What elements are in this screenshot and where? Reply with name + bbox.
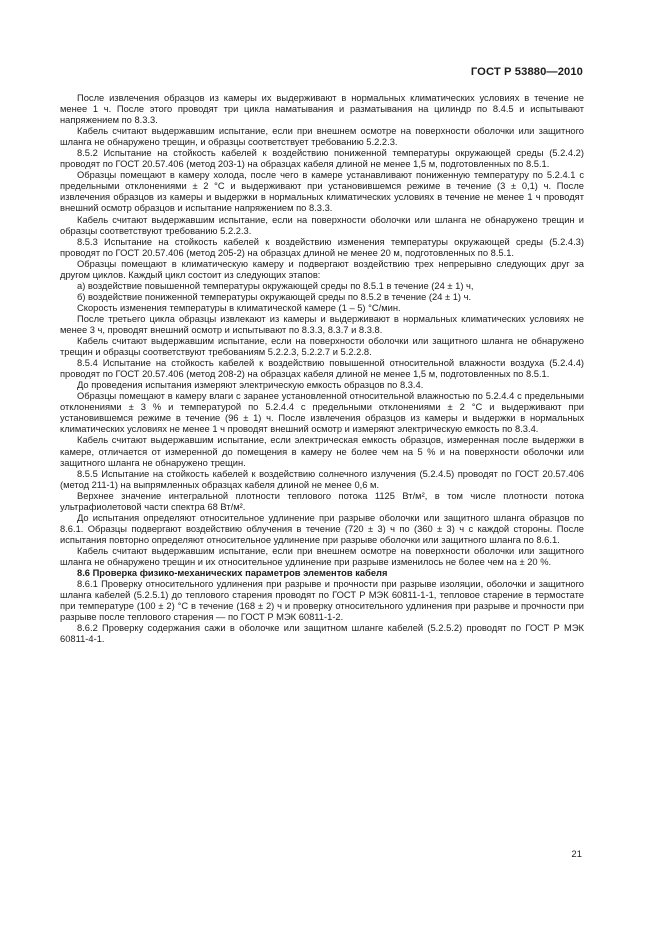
paragraph: Образцы помещают в камеру влаги с заранее установленной относительной влажностью по 5.2.4.4 с предельными отклонениями ± 3 % и температурой по 5.2.4.4 с предельными отклонениями ± 2 °С и выдерживают при установившемся режиме в течение (96 ± 1) ч. После извлечения образцов из камеры и выдержки в нормальных климатических условиях не менее 1 ч проводят внешний осмотр и измеряют электрическую емкость по 8.3.4.	[60, 391, 584, 435]
paragraph: После извлечения образцов из камеры их выдерживают в нормальных климатических условиях в течение не менее 1 ч. После этого проводят три цикла наматывания и разматывания на цилиндр по 8.4.5 и испытывают напряжением по 8.3.3.	[60, 93, 584, 126]
paragraph: 8.5.5 Испытание на стойкость кабелей к воздействию солнечного излучения (5.2.4.5) проводят по ГОСТ 20.57.406 (метод 211-1) на выпрямленных образцах кабеля длиной не менее 0,6 м.	[60, 468, 584, 490]
paragraph: 8.6.2 Проверку содержания сажи в оболочке или защитном шланге кабелей (5.2.5.2) проводят по ГОСТ Р МЭК 60811-4-1.	[60, 623, 584, 645]
document-header: ГОСТ Р 53880—2010	[470, 66, 583, 78]
paragraph: Верхнее значение интегральной плотности теплового потока 1125 Вт/м², в том числе плотности потока ультрафиолетовой части спектра 68 Вт/м².	[60, 490, 584, 512]
paragraph: 8.6.1 Проверку относительного удлинения при разрыве и прочности при разрыве изоляции, оболочки и защитного шланга кабелей (5.2.5.1) до теплового старения проводят по ГОСТ Р МЭК 60811-1-1, тепловое старение в термостате при температуре (100 ± 2) °С в течение (168 ± 2) ч и проверку относительного удлинения при разрыве и прочности при разрыве после теплового старения — по ГОСТ Р МЭК 60811-1-2.	[60, 579, 584, 623]
paragraph: До испытания определяют относительное удлинение при разрыве оболочки или защитного шланга образцов по 8.6.1. Образцы подвергают воздействию облучения в течение (720 ± 3) ч по (360 ± 3) ч с каждой стороны. После испытания повторно определяют относительное удлинение при разрыве оболочки или защитного шланга по 8.6.1.	[60, 512, 584, 545]
paragraph: Кабель считают выдержавшим испытание, если электрическая емкость образцов, измеренная после выдержки в камере, отличается от измеренной до помещения в камеру не более чем на 5 % и на поверхности оболочки или защитного шланга не обнаружено трещин.	[60, 435, 584, 468]
document-body	[60, 93, 584, 645]
section-heading: 8.6 Проверка физико-механических параметров элементов кабеля	[77, 568, 388, 579]
paragraph: Кабель считают выдержавшим испытание, если при внешнем осмотре на поверхности оболочки или защитного шланга не обнаружено трещин и их относительное удлинение при разрыве изменилось не более чем на ± 20 %.	[60, 545, 584, 567]
paragraph: Кабель считают выдержавшим испытание, если на поверхности оболочки или защитного шланга не обнаружено трещин и образцы соответствуют требованиям 5.2.2.3, 5.2.2.7 и 5.2.2.8.	[60, 336, 584, 358]
page-number: 21	[571, 849, 582, 860]
list-item: а) воздействие повышенной температуры окружающей среды по 8.5.1 в течение (24 ± 1) ч,	[77, 280, 474, 291]
paragraph: Образцы помещают в камеру холода, после чего в камере устанавливают пониженную температуру по 5.2.4.1 с предельными отклонениями ± 2 °С и выдерживают при установившемся режиме в течение (3 ± 0,1) ч. После извлечения образцов из камеры и выдержки в нормальных климатических условиях в течение не менее 1 ч проводят внешний осмотр образцов и испытание напряжением по 8.3.3.	[60, 170, 584, 214]
paragraph: 8.5.4 Испытание на стойкость кабелей к воздействию повышенной относительной влажности воздуха (5.2.4.4) проводят по ГОСТ 20.57.406 (метод 208-2) на образцах кабеля длиной не менее 1,5 м, подготовленных по 8.5.1.	[60, 358, 584, 380]
paragraph: Скорость изменения температуры в климатической камере (1 – 5) °С/мин.	[77, 302, 401, 313]
paragraph: 8.5.3 Испытание на стойкость кабелей к воздействию изменения температуры окружающей среды (5.2.4.3) проводят по ГОСТ 20.57.406 (метод 205-2) на образцах длиной не менее 20 м, подготовленных по 8.5.1.	[60, 236, 584, 258]
paragraph: Кабель считают выдержавшим испытание, если на поверхности оболочки или шланга не обнаружено трещин и образцы соответствуют требованию 5.2.2.3.	[60, 214, 584, 236]
paragraph: Кабель считают выдержавшим испытание, если при внешнем осмотре на поверхности оболочки или защитного шланга не обнаружено трещин, и образцы соответствует требованию 5.2.2.3.	[60, 126, 584, 148]
list-item: б) воздействие пониженной температуры окружающей среды по 8.5.2 в течение (24 ± 1) ч.	[77, 291, 472, 302]
paragraph: Образцы помещают в климатическую камеру и подвергают воздействию трех непрерывно следующих друг за другом циклов. Каждый цикл состоит из следующих этапов:	[60, 258, 584, 280]
paragraph: 8.5.2 Испытание на стойкость кабелей к воздействию пониженной температуры окружающей среды (5.2.4.2) проводят по ГОСТ 20.57.406 (метод 203-1) на образцах кабеля длиной не менее 1,5 м, подготовленных по 8.5.1.	[60, 148, 584, 170]
paragraph: До проведения испытания измеряют электрическую емкость образцов по 8.3.4.	[77, 380, 424, 391]
paragraph: После третьего цикла образцы извлекают из камеры и выдерживают в нормальных климатических условиях не менее 3 ч, проводят внешний осмотр и испытывают по 8.3.3, 8.3.7 и 8.3.8.	[60, 313, 584, 335]
